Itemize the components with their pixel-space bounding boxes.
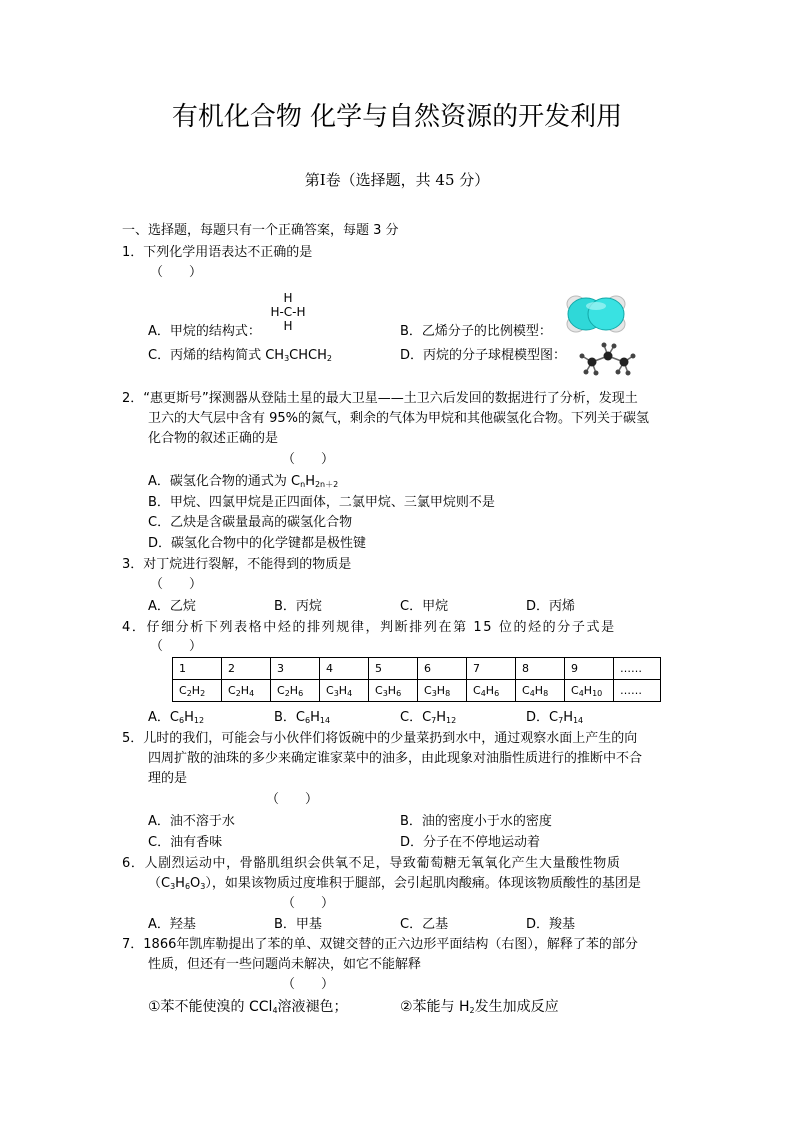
q1-option-a: A．甲烷的结构式： [148, 324, 261, 339]
question-5-blank: （ ） [266, 792, 319, 807]
table-cell: 1 [173, 658, 222, 680]
q6-option-c: C．乙基 [400, 917, 449, 932]
table-cell: 3 [271, 658, 320, 680]
table-cell: …… [614, 658, 661, 680]
hydrocarbon-sequence-table [172, 657, 661, 702]
methane-h-bottom: H [283, 319, 293, 333]
q1-option-d: D．丙烷的分子球棍模型图： [400, 348, 567, 363]
question-3-stem: 3．对丁烷进行裂解，不能得到的物质是 [122, 557, 352, 572]
table-cell: $C_3H_4$ [320, 680, 369, 702]
q7-statement-1: ①苯不能使溴的 CCl$_4$溶液褪色； [148, 999, 348, 1015]
table-header-row [173, 658, 661, 680]
question-2-blank: （ ） [282, 452, 335, 467]
q4-option-b: B．$C_6H_{14}$ [274, 710, 331, 725]
table-cell: $C_4H_{10}$ [565, 680, 614, 702]
q2-option-a: A．碳氢化合物的通式为 $C_nH_{2n+2}$ [148, 474, 339, 489]
page-title: 有机化合物 化学与自然资源的开发利用 [171, 102, 623, 132]
q2-option-d: D．碳氢化合物中的化学键都是极性键 [148, 536, 367, 551]
section-heading: 一、选择题，每题只有一个正确答案，每题 3 分 [122, 223, 399, 238]
question-5-line-2: 四周扩散的油珠的多少来确定谁家菜中的油多，由此现象对油脂性质进行的推断中不合 [148, 751, 643, 766]
table-row [173, 680, 661, 702]
question-7-line-2: 性质，但还有一些问题尚未解决，如它不能解释 [148, 957, 422, 972]
table-cell: $C_2H_6$ [271, 680, 320, 702]
table-cell: 9 [565, 658, 614, 680]
page-subtitle: 第Ⅰ卷（选择题，共 45 分） [304, 171, 490, 189]
question-6-line-2: $(C_3H_6O_3)$，如果该物质过度堆积于腿部，会引起肌肉酸痛。体现该物质酸性的基团是 [148, 876, 641, 891]
q6-option-b: B．甲基 [274, 917, 322, 932]
table-cell: $C_3H_8$ [418, 680, 467, 702]
q4-option-d: D．$C_7H_{14}$ [526, 710, 584, 725]
question-4-blank: （ ） [150, 639, 203, 654]
question-3-blank: （ ） [150, 577, 203, 592]
q3-option-d: D．丙烯 [526, 599, 576, 614]
q7-statement-2: ②苯能与 $H_2$发生加成反应 [400, 999, 559, 1015]
table-cell: 7 [467, 658, 516, 680]
methane-h-c-h: H-C-H [270, 305, 306, 319]
q5-option-d: D．分子在不停地运动着 [400, 835, 541, 850]
table-cell: $C_3H_6$ [369, 680, 418, 702]
q4-option-c: C．$C_7H_{12}$ [400, 710, 457, 725]
q6-option-d: D．羧基 [526, 917, 576, 932]
table-cell: 8 [516, 658, 565, 680]
ethylene-space-filling-model [562, 290, 630, 336]
table-cell: $C_2H_2$ [173, 680, 222, 702]
table-cell: 6 [418, 658, 467, 680]
q4-option-a: A．$C_6H_{12}$ [148, 710, 205, 725]
question-2-line-1: 2．“惠更斯号”探测器从登陆土星的最大卫星——土卫六后发回的数据进行了分析，发现土 [122, 391, 638, 406]
q2-option-b: B．甲烷、四氯甲烷是正四面体，二氯甲烷、三氯甲烷则不是 [148, 495, 495, 510]
q5-option-b: B．油的密度小于水的密度 [400, 814, 552, 829]
question-7-line-1: 7．1866年凯库勒提出了苯的单、双键交替的正六边形平面结构（右图），解释了苯的部分 [122, 937, 638, 952]
table-cell: 4 [320, 658, 369, 680]
question-1-blank: （ ） [150, 265, 203, 280]
question-2-line-3: 化合物的叙述正确的是 [148, 431, 279, 446]
methane-structure [268, 291, 308, 333]
table-cell: $C_4H_8$ [516, 680, 565, 702]
question-5-line-1: 5．儿时的我们，可能会与小伙伴们将饭碗中的少量菜扔到水中，通过观察水面上产生的向 [122, 731, 638, 746]
q6-option-a: A．羟基 [148, 917, 196, 932]
table-cell: 2 [222, 658, 271, 680]
table-cell: 5 [369, 658, 418, 680]
question-4-stem: 4．仔细分析下列表格中烃的排列规律，判断排列在第 15 位的烃的分子式是 [122, 620, 616, 635]
q3-option-a: A．乙烷 [148, 599, 196, 614]
question-5-line-3: 理的是 [148, 771, 188, 786]
methane-h-top: H [283, 291, 293, 305]
table-cell: …… [614, 680, 661, 702]
q2-option-c: C．乙炔是含碳量最高的碳氢化合物 [148, 515, 353, 530]
q3-option-b: B．丙烷 [274, 599, 322, 614]
q1-option-c: C．丙烯的结构简式 $CH_3CHCH_2$ [148, 348, 332, 363]
question-7-blank: （ ） [282, 977, 335, 992]
q5-option-a: A．油不溶于水 [148, 814, 235, 829]
question-1-stem: 1．下列化学用语表达不正确的是 [122, 245, 313, 260]
table-cell: $C_4H_6$ [467, 680, 516, 702]
question-6-blank: （ ） [282, 896, 335, 911]
propane-ball-stick-model [578, 340, 636, 378]
q1-option-b: B．乙烯分子的比例模型： [400, 324, 552, 339]
q3-option-c: C．甲烷 [400, 599, 449, 614]
table-cell: $C_2H_4$ [222, 680, 271, 702]
question-2-line-2: 卫六的大气层中含有 95%的氮气，剩余的气体为甲烷和其他碳氢化合物。下列关于碳氢 [148, 411, 650, 426]
question-6-line-1: 6．人剧烈运动中，骨骼肌组织会供氧不足，导致葡萄糖无氧氧化产生大量酸性物质 [122, 856, 621, 871]
q5-option-c: C．油有香味 [148, 835, 223, 850]
